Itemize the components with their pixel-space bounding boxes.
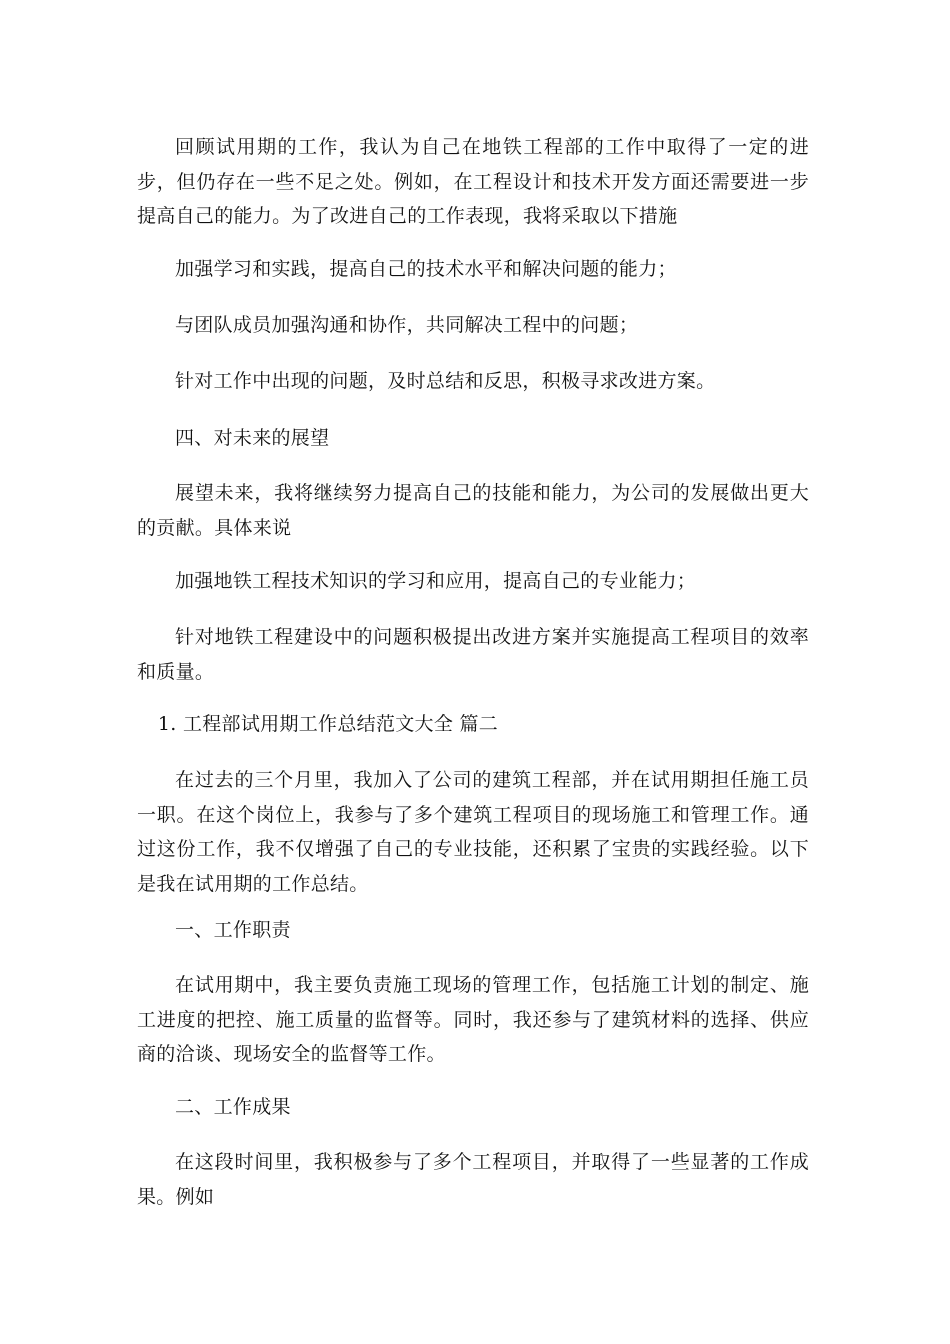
list-item-improvement-plans: 针对地铁工程建设中的问题积极提出改进方案并实施提高工程项目的效率和质量。 [137, 626, 809, 683]
paragraph-future-outlook: 展望未来，我将继续努力提高自己的技能和能力，为公司的发展做出更大的贡献。具体来说 [137, 482, 809, 539]
article-title-part-two: 1. 工程部试用期工作总结范文大全 篇二 [157, 713, 499, 735]
section-heading-achievements: 二、工作成果 [175, 1096, 291, 1118]
section-heading-future-outlook: 四、对未来的展望 [175, 427, 330, 449]
list-item-team-communication: 与团队成员加强沟通和协作，共同解决工程中的问题； [175, 314, 639, 336]
list-item-reflect-improve: 针对工作中出现的问题，及时总结和反思，积极寻求改进方案。 [175, 370, 716, 392]
paragraph-intro-construction: 在过去的三个月里，我加入了公司的建筑工程部，并在试用期担任施工员一职。在这个岗位上，我参与了多个建筑工程项目的现场施工和管理工作。通过这份工作，我不仅增强了自己的专业技能，还积累了宝贵的实践经验。以下是我在试用期的工作总结。 [137, 769, 809, 895]
paragraph-achievements: 在这段时间里，我积极参与了多个工程项目，并取得了一些显著的工作成果。例如 [137, 1151, 809, 1208]
list-item-strengthen-learning: 加强学习和实践，提高自己的技术水平和解决问题的能力； [175, 258, 677, 280]
paragraph-review-progress: 回顾试用期的工作，我认为自己在地铁工程部的工作中取得了一定的进步，但仍存在一些不足之处。例如，在工程设计和技术开发方面还需要进一步提高自己的能力。为了改进自己的工作表现，我将采取以下措施 [137, 136, 809, 227]
paragraph-job-duties: 在试用期中，我主要负责施工现场的管理工作，包括施工计划的制定、施工进度的把控、施工质量的监督等。同时，我还参与了建筑材料的选择、供应商的洽谈、现场安全的监督等工作。 [137, 974, 809, 1065]
section-heading-job-duties: 一、工作职责 [175, 919, 291, 941]
list-item-metro-knowledge: 加强地铁工程技术知识的学习和应用，提高自己的专业能力； [175, 570, 697, 592]
